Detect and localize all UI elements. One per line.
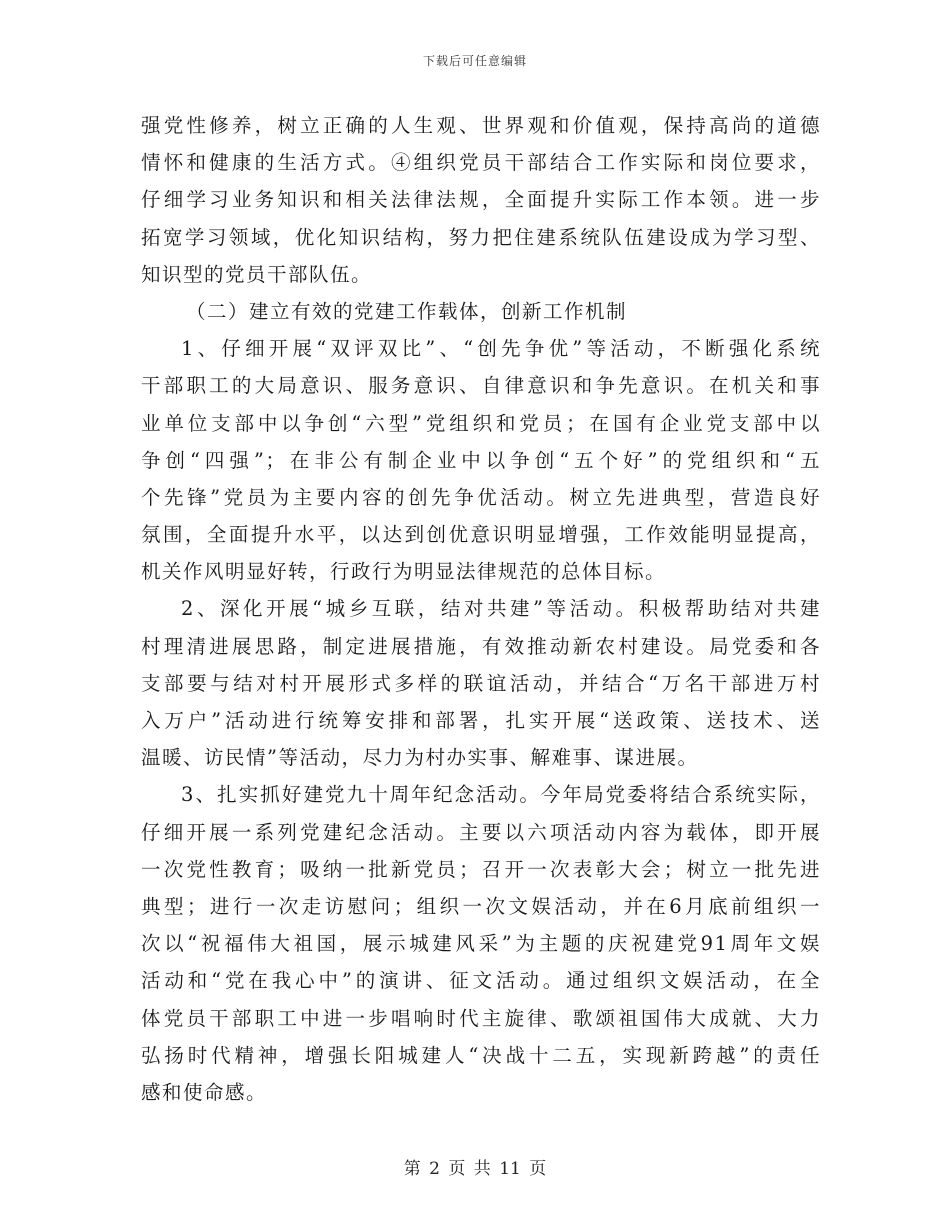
text-line: 入万户”活动进行统筹安排和部署，扎实开展“送政策、送技术、送 (141, 709, 821, 732)
text-line: 争创“四强”；在非公有制企业中以争创“五个好”的党组织和“五 (141, 448, 821, 472)
text-line: 支部要与结对村开展形式多样的联谊活动，并结合“万名干部进万村 (141, 671, 821, 695)
text-line: 仔细学习业务知识和相关法律法规，全面提升实际工作本领。进一步 (141, 188, 821, 212)
text-line: 一次党性教育；吸纳一批新党员；召开一次表彰大会；树立一批先进 (141, 857, 821, 881)
text-line: 温暖、访民情”等活动，尽力为村办实事、解难事、谋进展。 (141, 746, 699, 770)
text-line: 个先锋”党员为主要内容的创先争优活动。树立先进典型，营造良好 (141, 485, 821, 509)
text-line: 知识型的党员干部队伍。 (141, 262, 373, 286)
text-line: 感和使命感。 (141, 1080, 268, 1104)
text-line: 业单位支部中以争创“六型”党组织和党员；在国有企业党支部中以 (141, 411, 821, 435)
text-line: 弘扬时代精神，增强长阳城建人“决战十二五，实现新跨越”的责任 (141, 1043, 821, 1067)
document-body (141, 107, 821, 1111)
text-line: 机关作风明显好转，行政行为明显法律规范的总体目标。 (141, 560, 667, 584)
section-heading: （二）建立有效的党建工作载体，创新工作机制 (186, 299, 628, 323)
text-line: 典型；进行一次走访慰问；组织一次文娱活动，并在6月底前组织一 (141, 894, 821, 918)
text-line: 村理清进展思路，制定进展措施，有效推动新农村建设。局党委和各 (141, 634, 821, 658)
text-line: 情怀和健康的生活方式。④组织党员干部结合工作实际和岗位要求， (141, 151, 821, 175)
page-number: 第 2 页 共 11 页 (403, 1159, 547, 1179)
text-line: 2、深化开展“城乡互联，结对共建”等活动。积极帮助结对共建 (181, 597, 821, 621)
text-line: 干部职工的大局意识、服务意识、自律意识和争先意识。在机关和事 (141, 374, 821, 398)
text-line: 仔细开展一系列党建纪念活动。主要以六项活动内容为载体，即开展 (141, 820, 821, 844)
text-line: 拓宽学习领域，优化知识结构，努力把住建系统队伍建设成为学习型、 (141, 225, 821, 249)
page-header: 下载后可任意编辑 (422, 54, 527, 68)
text-line: 次以“祝福伟大祖国，展示城建风采”为主题的庆祝建党91周年文娱 (141, 932, 821, 956)
text-line: 3、扎实抓好建党九十周年纪念活动。今年局党委将结合系统实际， (181, 783, 821, 807)
text-line: 1、仔细开展“双评双比”、“创先争优”等活动，不断强化系统 (181, 337, 821, 361)
text-line: 氛围，全面提升水平，以达到创优意识明显增强，工作效能明显提高， (141, 523, 821, 547)
text-line: 强党性修养，树立正确的人生观、世界观和价值观，保持高尚的道德 (141, 114, 821, 137)
text-line: 体党员干部职工中进一步唱响时代主旋律、歌颂祖国伟大成就、大力 (141, 1006, 821, 1030)
text-line: 活动和“党在我心中”的演讲、征文活动。通过组织文娱活动，在全 (141, 969, 821, 993)
